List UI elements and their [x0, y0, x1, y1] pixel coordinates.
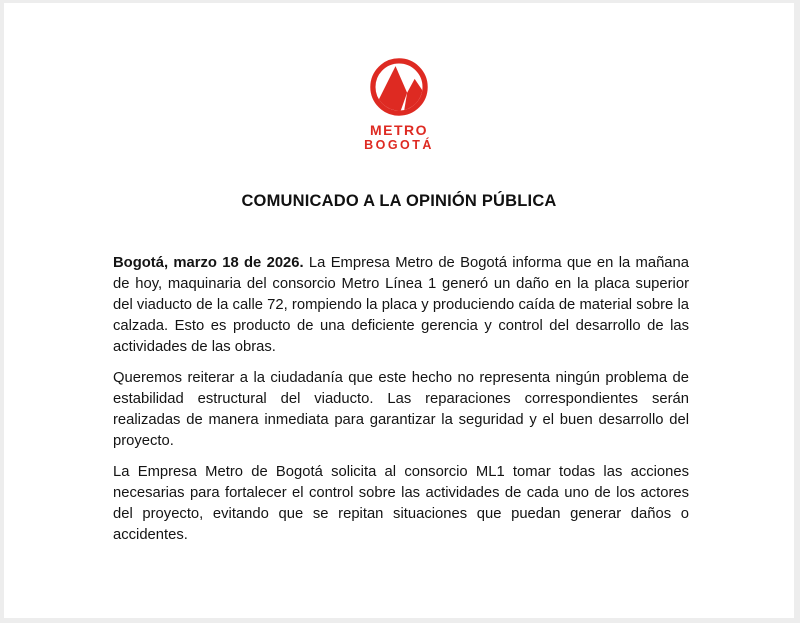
paragraph-3 [113, 462, 689, 546]
paragraph-1 [113, 253, 689, 358]
paragraph-3-text: La Empresa Metro de Bogotá solicita al consorcio ML1 tomar todas las acciones necesarias para fortalecer el control sobre las actividades de cada uno de los actores del proyecto, evitando que se repitan situaciones que puedan generar daños o accidentes. [113, 464, 689, 543]
paragraph-1-text: La Empresa Metro de Bogotá informa que en la mañana de hoy, maquinaria del consorcio Metro Línea 1 generó un daño en la placa superior del viaducto de la calle 72, rompiendo la placa y produciendo caída de material sobre la calzada. Esto es producto de una deficiente gerencia y control del desarrollo de las actividades de las obras. [113, 255, 689, 355]
metro-bogota-mountain-icon [370, 58, 428, 116]
logo-wordmark-bogota: BOGOTÁ [364, 138, 434, 152]
press-release-page [4, 3, 794, 618]
logo-wordmark-metro: METRO [369, 122, 429, 138]
document-title: COMUNICADO A LA OPINIÓN PÚBLICA [241, 192, 557, 210]
paragraph-2 [113, 368, 689, 452]
paragraph-1-dateline: Bogotá, marzo 18 de 2026. [113, 255, 304, 271]
metro-bogota-logo [4, 3, 794, 152]
paragraph-2-text: Queremos reiterar a la ciudadanía que este hecho no representa ningún problema de estabilidad estructural del viaducto. Las reparaciones correspondientes serán realizadas de manera inmediata para garantizar la seguridad y el buen desarrollo del proyecto. [113, 370, 689, 449]
document-body [113, 253, 689, 546]
